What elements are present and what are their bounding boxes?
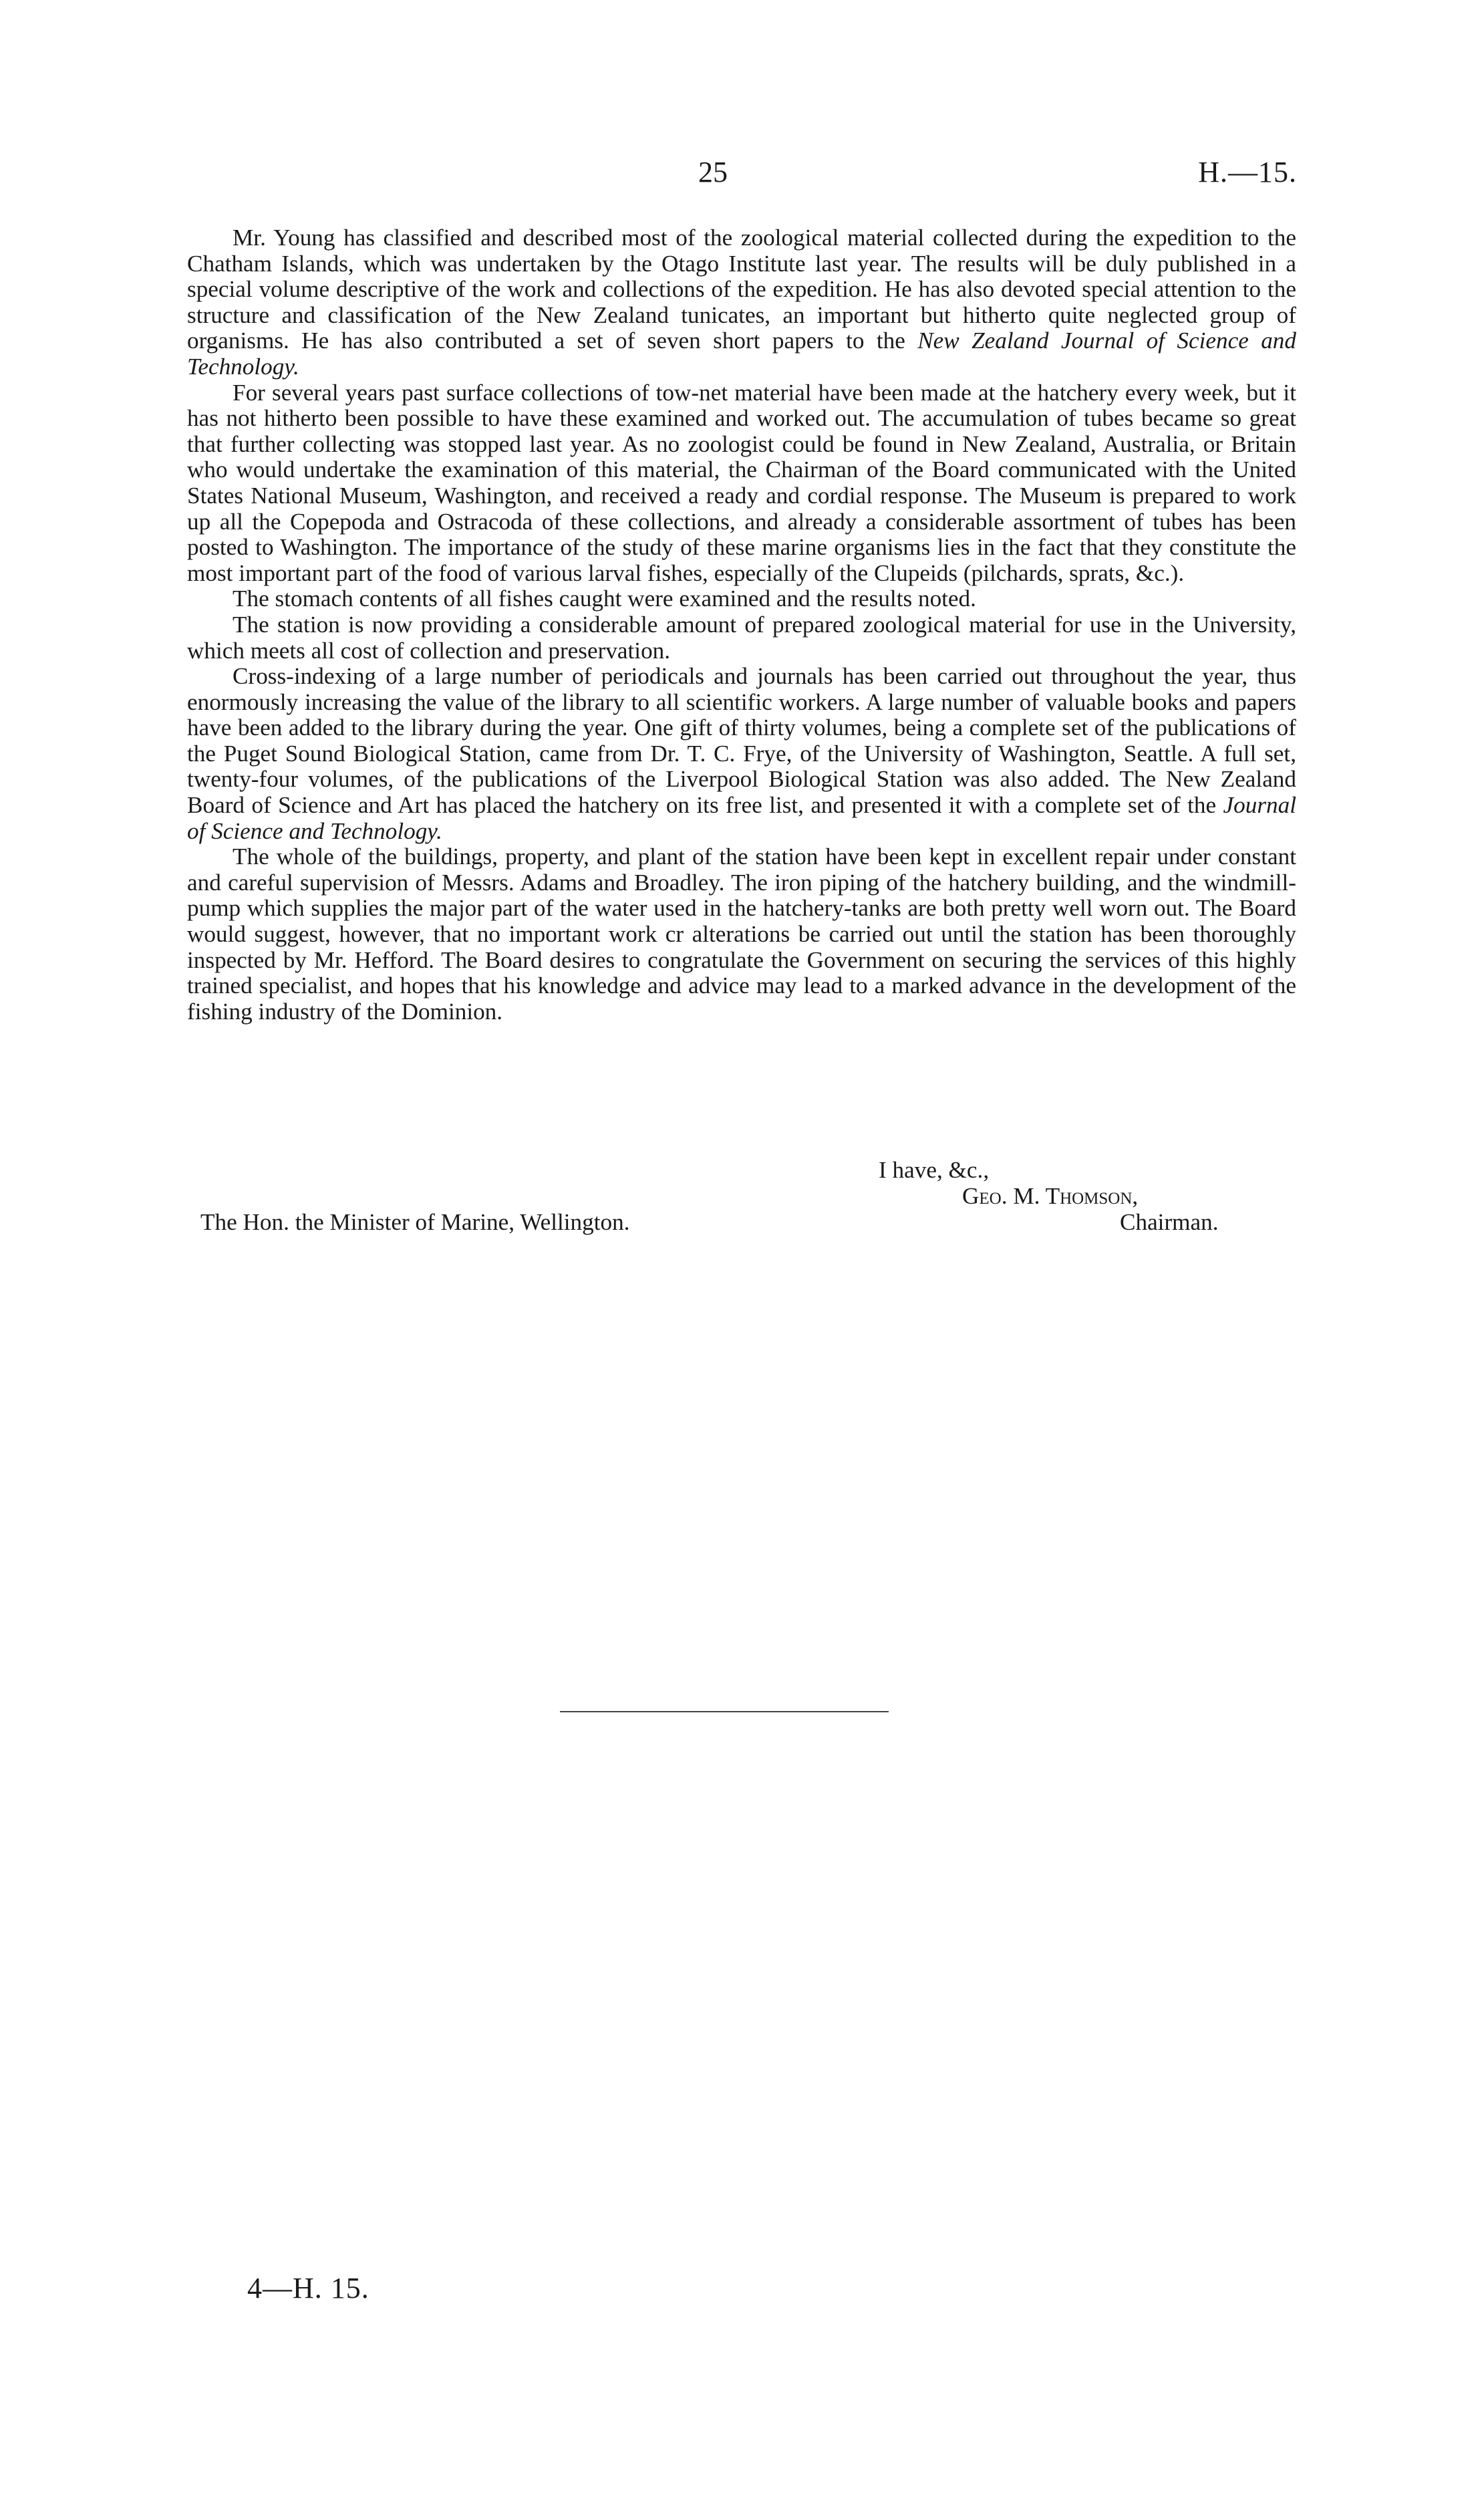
footer-code: 4—H. 15. [247, 2272, 369, 2304]
paragraph: Mr. Young has classified and described most of the zoological material collected during the expedition to the Chatham Islands, which was undertaken by the Otago Institute last year. The results will be duly published in a special volume descriptive of the work and collections of the expedition. He has also devoted special attention to the structure and classification of the New Zealand tunicates, an important but hitherto quite neglected group of organisms. He has also contributed a set of seven short papers to the New Zealand Journal of Science and Technology. [187, 225, 1296, 380]
letter-body [187, 225, 1296, 1025]
page-number: 25 [698, 156, 728, 188]
paragraph: For several years past surface collections of tow-net material have been made at the hatchery every week, but it has not hitherto been possible to have these examined and worked out. The accumulation of tubes became so great that further collecting was stopped last year. As no zoologist could be found in New Zealand, Australia, or Britain who would undertake the examination of this material, the Chairman of the Board communicated with the United States National Museum, Washington, and received a ready and cordial response. The Museum is prepared to work up all the Copepoda and Ostracoda of these collections, and already a considerable assortment of tubes has been posted to Washington. The importance of the study of these marine organisms lies in the fact that they constitute the most important part of the food of various larval fishes, especially of the Clupeids (pilchards, sprats, &c.). [187, 379, 1296, 586]
signatory: Geo. M. Thomson, [962, 1183, 1139, 1209]
paragraph: Cross-indexing of a large number of periodicals and journals has been carried out throughout the year, thus enormously increasing the value of the library to all scientific workers. A large number of valuable books and papers have been added to the library during the year. One gift of thirty volumes, being a complete set of the publications of the Puget Sound Biological Station, came from Dr. T. C. Frye, of the University of Washington, Seattle. A full set, twenty-four volumes, of the publications of the Liverpool Biological Station was also added. The New Zealand Board of Science and Art has placed the hatchery on its free list, and presented it with a complete set of the Journal of Science and Technology. [187, 663, 1296, 844]
paragraph: The stomach contents of all fishes caught were examined and the results noted. [233, 585, 976, 612]
journal-title: New Zealand Journal of Science and Technology. [187, 327, 1296, 380]
salutation: I have, &c., [879, 1157, 990, 1183]
addressee: The Hon. the Minister of Marine, Wellington. [200, 1209, 630, 1235]
signatory-row [187, 1184, 1296, 1210]
addressee-row [187, 1210, 1296, 1236]
page-header [0, 155, 1484, 195]
divider-rule [560, 1711, 889, 1712]
paragraph: The whole of the buildings, property, and plant of the station have been kept in excellent repair under constant and careful supervision of Messrs. Adams and Broadley. The iron piping of the hatchery building, and the windmill-pump which supplies the major part of the water used in the hatchery-tanks are both pretty well worn out. The Board would suggest, however, that no important work cr alterations be carried out until the station has been thoroughly inspected by Mr. Hefford. The Board desires to congratulate the Government on securing the services of this highly trained specialist, and hopes that his knowledge and advice may lead to a marked advance in the development of the fishing industry of the Dominion. [187, 843, 1296, 1025]
signatory-title: Chairman. [1120, 1209, 1219, 1235]
paragraph: The station is now providing a considerable amount of prepared zoological material for use in the University, which meets all cost of collection and preservation. [187, 611, 1296, 664]
document-code: H.—15. [1198, 156, 1297, 188]
journal-title: Journal of Science and Technology. [187, 792, 1296, 844]
